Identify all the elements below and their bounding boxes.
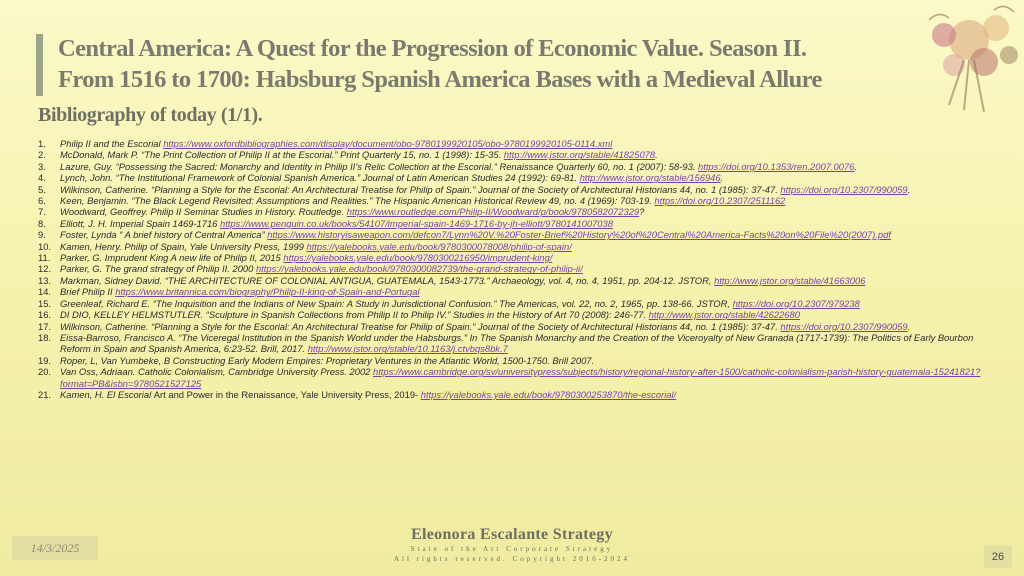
- reference-link[interactable]: https://yalebooks.yale.edu/book/9780300078008/philip-of-spain/: [306, 240, 572, 252]
- reference-body: [60, 172, 998, 183]
- reference-number: 18.: [38, 331, 52, 343]
- reference-link[interactable]: https://www.britannica.com/biography/Philip-II-king-of-Spain-and-Portugal: [115, 286, 420, 298]
- reference-item: [38, 321, 998, 332]
- footer-brand: [330, 526, 694, 563]
- reference-number: 6.: [38, 195, 46, 207]
- reference-number: 20.: [38, 366, 52, 378]
- reference-link[interactable]: https://www.routledge.com/Philip-II/Woodward/p/book/9780582072329: [346, 206, 640, 218]
- reference-number: 12.: [38, 263, 52, 275]
- reference-body: [60, 263, 998, 274]
- reference-body: [60, 366, 998, 389]
- reference-number: 16.: [38, 309, 52, 321]
- reference-text: Keen, Benjamin. “The Black Legend Revisited: Assumptions and Realities.” The Hispanic American Historical Review 49, no. 4 (1969): 703-19.: [60, 195, 655, 207]
- reference-item: [38, 332, 998, 355]
- title-line-2: From 1516 to 1700: Habsburg Spanish America Bases with a Medieval Allure: [58, 66, 822, 93]
- reference-text: Eissa-Barroso, Francisco A. “The Viceregal Institution in the Spanish World under the Habsburgs.” In The Spanish Monarchy and the Creation of the Viceroyalty of New Granada (1717-1739): The Politics of Early Bourbon Reform in Spain and Spanish America, 6:23-52. Brill, 2017.: [60, 331, 974, 355]
- reference-text: Wilkinson, Catherine. “Planning a Style for the Escorial: An Architectural Treatise for Philip of Spain.” Journal of the Society of Architectural Historians 44, no. 1 (1985): 37-47.: [60, 320, 781, 332]
- reference-link[interactable]: https://doi.org/10.2307/990059: [780, 320, 908, 332]
- reference-text: Brief Philip II: [60, 286, 116, 298]
- reference-item: [38, 172, 998, 183]
- reference-body: [60, 138, 998, 149]
- reference-text: Lazure, Guy. “Possessing the Sacred: Monarchy and Identity in Philip II’s Relic Collection at the Escorial.” Renaissance Quarterly 60, no. 1 (2007): 58-93.: [60, 160, 698, 172]
- reference-body: [60, 389, 998, 400]
- reference-item: [38, 241, 998, 252]
- reference-number: 5.: [38, 183, 46, 195]
- reference-body: [60, 229, 998, 240]
- reference-number: 3.: [38, 160, 46, 172]
- bibliography-list: [38, 138, 998, 400]
- reference-text: Kamen, Henry. Philip of Spain, Yale University Press, 1999: [60, 240, 307, 252]
- title-accent-bar: [36, 34, 43, 96]
- reference-link[interactable]: https://doi.org/10.2307/990059: [780, 183, 908, 195]
- reference-text: Greenleaf, Richard E. “The Inquisition and the Indians of New Spain: A Study in Jurisdictional Confusion.” The Americas, vol. 22, no. 2, 1965, pp. 138-66. JSTOR,: [60, 297, 733, 309]
- reference-number: 13.: [38, 274, 52, 286]
- reference-number: 10.: [38, 240, 52, 252]
- reference-link[interactable]: https://www.cambridge.org/sv/universitypress/subjects/history/regional-history-after-1500/catholic-colonialism-parish-history-guatemala-15241821?format=PB&isbn=9780521527125: [60, 366, 981, 389]
- reference-body: [60, 195, 998, 206]
- reference-text: McDonald, Mark P. “The Print Collection of Philip II at the Escorial.” Print Quarterly 15, no. 1 (1998): 15-35.: [60, 149, 504, 161]
- brand-name: Eleonora Escalante Strategy: [411, 526, 613, 543]
- reference-item: [38, 286, 998, 297]
- reference-link[interactable]: https://yalebooks.yale.edu/book/9780300216950/imprudent-king/: [283, 252, 553, 264]
- reference-text: Philip II and the Escorial: [60, 138, 164, 149]
- reference-trailing: .: [854, 160, 857, 172]
- reference-body: [60, 286, 998, 297]
- reference-link[interactable]: https://www.historyisaweapon.com/defcon7/Lynn%20V.%20Foster-Brief%20History%20of%20Central%20America-Facts%20on%20File%20(2007).pdf: [267, 229, 891, 241]
- reference-text: Parker, G. The grand strategy of Philip II. 2000: [60, 263, 256, 275]
- copyright-text: All rights reserved. Copyright 2016-2024: [393, 555, 631, 563]
- reference-item: [38, 138, 998, 149]
- reference-link[interactable]: http://www.jstor.org/stable/42622680: [648, 309, 800, 321]
- reference-link[interactable]: https://www.penguin.co.uk/books/54107/imperial-spain-1469-1716-by-jh-elliott/9780141007038: [219, 217, 613, 229]
- reference-number: 14.: [38, 286, 52, 298]
- reference-text: DI DIO, KELLEY HELMSTUTLER. “Sculpture in Spanish Collections from Philip II to Philip IV.” Studies in the History of Art 70 (2008): 246-77.: [60, 309, 649, 321]
- reference-text: Van Oss, Adriaan. Catholic Colonialism, Cambridge University Press. 2002: [60, 366, 373, 378]
- reference-link[interactable]: http://www.jstor.org/stable/41825078: [503, 149, 656, 161]
- reference-text: Elliott, J. H. Imperial Spain 1469-1716: [60, 217, 220, 229]
- reference-body: [60, 355, 998, 366]
- reference-body: [60, 241, 998, 252]
- reference-number: 2.: [38, 149, 46, 161]
- reference-link[interactable]: http://www.jstor.org/stable/156946: [579, 172, 721, 184]
- reference-number: 17.: [38, 320, 52, 332]
- reference-number: 7.: [38, 206, 46, 218]
- reference-number: 15.: [38, 297, 52, 309]
- reference-text: Wilkinson, Catherine. “Planning a Style for the Escorial: An Architectural Treatise for Philip of Spain.” Journal of the Society of Architectural Historians 44, no. 1 (1985): 37-47.: [60, 183, 781, 195]
- section-subtitle: Bibliography of today (1/1).: [38, 104, 263, 126]
- reference-body: [60, 309, 998, 320]
- reference-number: 4.: [38, 172, 46, 184]
- title-line-1: Central America: A Quest for the Progression of Economic Value. Season II.: [58, 35, 807, 62]
- reference-item: [38, 309, 998, 320]
- reference-text-normal: Art and Power in the Renaissance, Yale University Press, 2019-: [153, 388, 421, 400]
- reference-text: Roper, L, Van Yumbeke, B Constructing Early Modern Empires: Proprietary Ventures in the Atlantic World, 1500-1750. Brill 2007.: [60, 354, 595, 366]
- reference-trailing: .: [720, 172, 724, 184]
- reference-item: [38, 206, 998, 217]
- reference-item: [38, 252, 998, 263]
- reference-item: [38, 263, 998, 274]
- reference-item: [38, 218, 998, 229]
- reference-body: [60, 275, 998, 286]
- reference-body: [60, 161, 998, 172]
- reference-link[interactable]: https://doi.org/10.1353/ren.2007.0076: [698, 160, 855, 172]
- reference-trailing: .: [655, 149, 658, 161]
- reference-text: Kamen, H. El Escorial: [60, 388, 154, 400]
- reference-number: 21.: [38, 388, 52, 400]
- reference-item: [38, 161, 998, 172]
- reference-body: [60, 321, 998, 332]
- reference-number: 9.: [38, 229, 46, 241]
- reference-item: [38, 195, 998, 206]
- reference-body: [60, 184, 998, 195]
- reference-text: Lynch, John. “The Institutional Framework of Colonial Spanish America.” Journal of Latin American Studies 24 (1992): 69-81.: [60, 172, 580, 184]
- reference-number: 11.: [38, 252, 51, 264]
- reference-item: [38, 275, 998, 286]
- flower-bouquet-icon: [914, 0, 1024, 120]
- reference-body: [60, 298, 998, 309]
- reference-item: [38, 355, 998, 366]
- reference-item: [38, 149, 998, 160]
- page-title: [58, 33, 928, 95]
- reference-link[interactable]: http://www.jstor.org/stable/10.1163/j.ctvbqs8bk.7: [307, 343, 508, 355]
- reference-link[interactable]: https://www.oxfordbibliographies.com/display/document/obo-9780199920105/obo-9780199920105-0114.xml: [163, 138, 613, 149]
- reference-item: [38, 298, 998, 309]
- footer-date: 14/3/2025: [12, 536, 98, 560]
- reference-body: [60, 218, 998, 229]
- reference-item: [38, 366, 998, 389]
- reference-trailing: ?: [639, 206, 645, 218]
- reference-link[interactable]: https://yalebooks.yale.edu/book/9780300082739/the-grand-strategy-of-philip-ii/: [255, 263, 583, 275]
- reference-item: [38, 184, 998, 195]
- brand-tagline: State of the Art Corporate Strategy: [410, 545, 614, 553]
- reference-number: 19.: [38, 354, 52, 366]
- reference-body: [60, 149, 998, 160]
- reference-number: 8.: [38, 217, 46, 229]
- reference-text: Parker, G. Imprudent King A new life of Philip II, 2015: [60, 252, 284, 264]
- reference-item: [38, 229, 998, 240]
- reference-number: 1.: [38, 138, 46, 149]
- reference-body: [60, 206, 998, 217]
- reference-trailing: .: [907, 320, 911, 332]
- reference-trailing: .: [907, 183, 911, 195]
- reference-text: Markman, Sidney David. “THE ARCHITECTURE OF COLONIAL ANTIGUA, GUATEMALA, 1543-1773.” Archaeology, vol. 4, no. 4, 1951, pp. 204-12. JSTOR,: [60, 274, 715, 286]
- reference-item: [38, 389, 998, 400]
- reference-body: [60, 332, 998, 355]
- reference-text: Foster, Lynda “ A brief history of Central America”: [60, 229, 268, 241]
- reference-body: [60, 252, 998, 263]
- reference-text: Woodward, Geoffrey. Philip II Seminar Studies in History. Routledge.: [60, 206, 347, 218]
- reference-link[interactable]: http://www.jstor.org/stable/41663006: [714, 274, 866, 286]
- reference-link[interactable]: https://doi.org/10.2307/2511162: [654, 195, 786, 207]
- page-number: 26: [984, 546, 1012, 568]
- reference-link[interactable]: https://yalebooks.yale.edu/book/9780300253870/the-escorial/: [420, 388, 677, 400]
- reference-link[interactable]: https://doi.org/10.2307/979238: [732, 297, 860, 309]
